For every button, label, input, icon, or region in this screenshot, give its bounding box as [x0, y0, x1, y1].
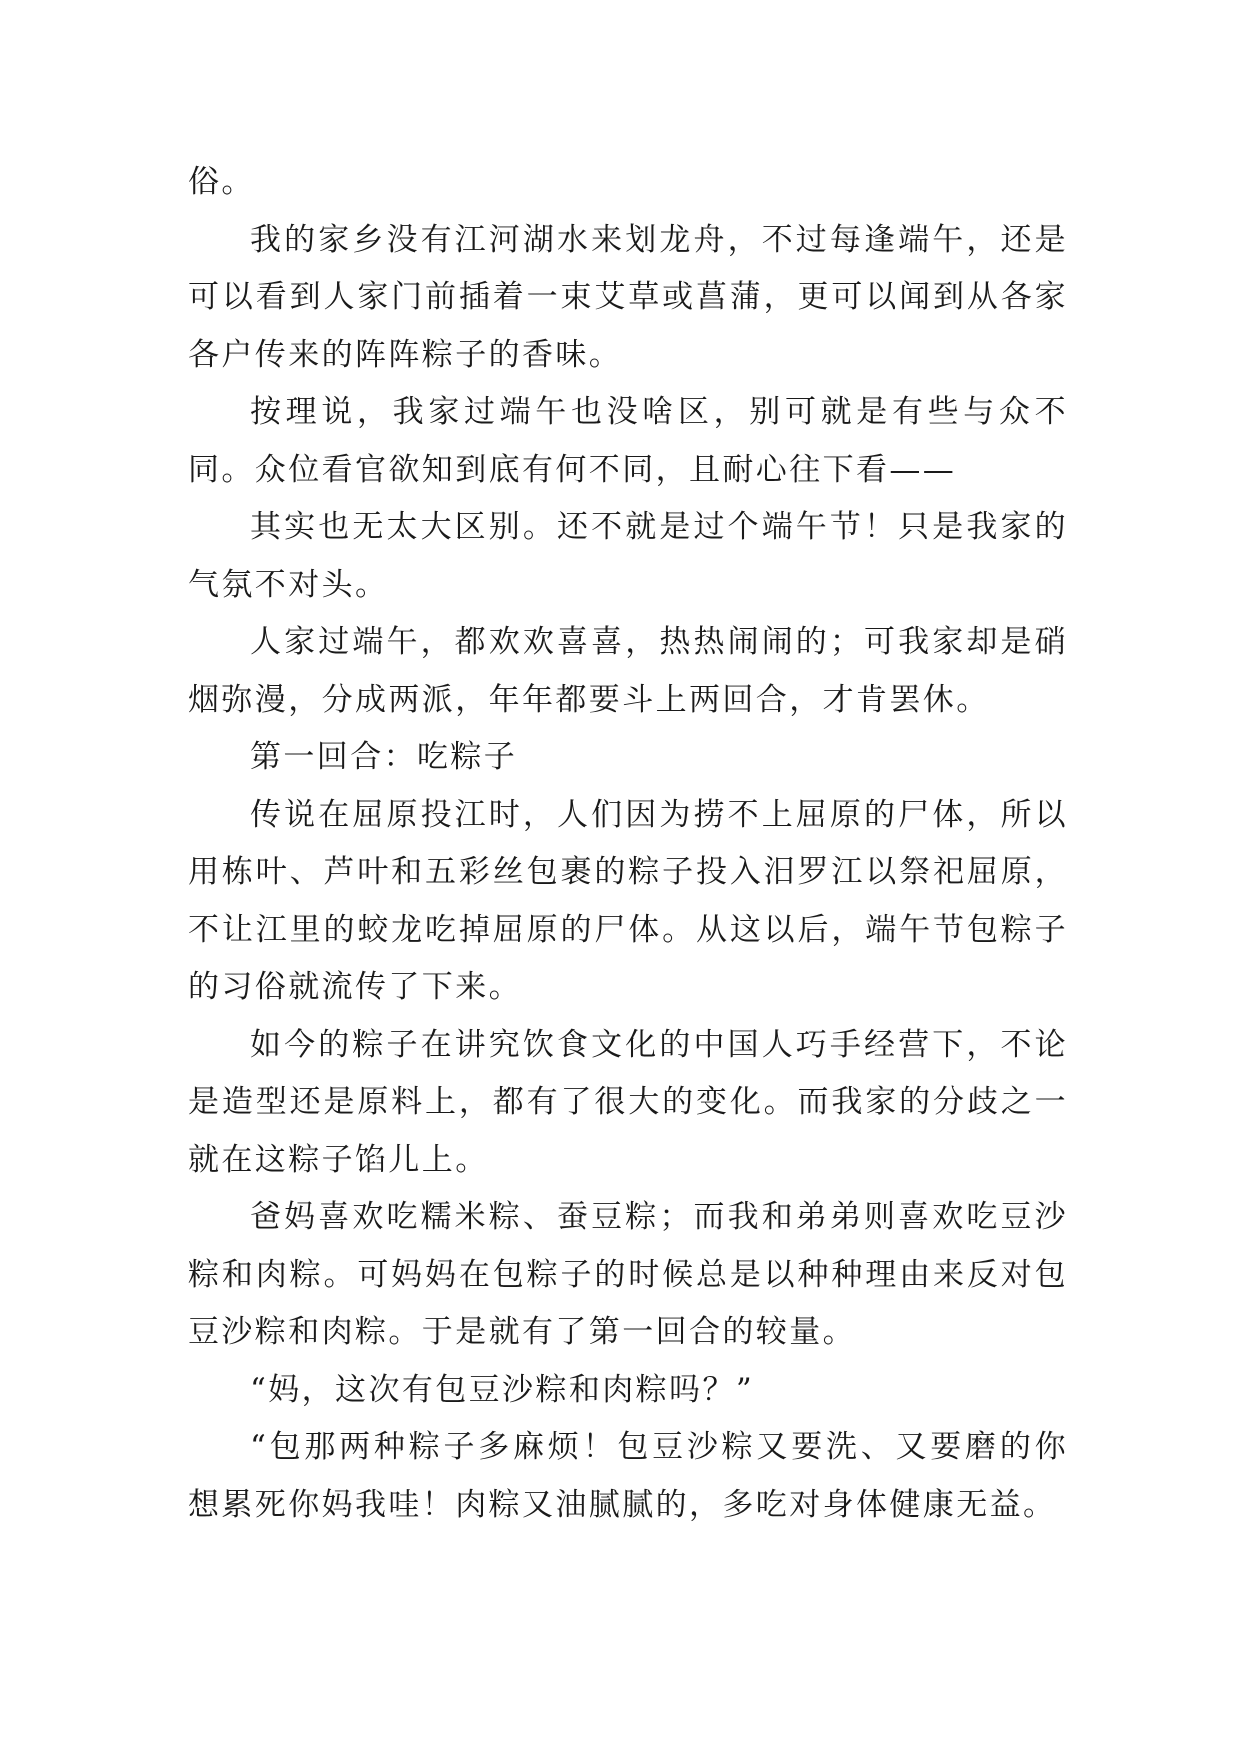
paragraph: 其实也无太大区别。还不就是过个端午节！只是我家的气氛不对头。	[188, 509, 1068, 603]
dialogue-line: “包那两种粽子多麻烦！包豆沙粽又要洗、又要磨的你想累死你妈我哇！肉粽又油腻腻的，多吃对身体健康无益。	[188, 1429, 1068, 1523]
document-body	[188, 154, 1068, 1534]
section-heading: 第一回合：吃粽子	[250, 739, 518, 775]
paragraph: 如今的粽子在讲究饮食文化的中国人巧手经营下，不论是造型还是原料上，都有了很大的变化。而我家的分歧之一就在这粽子馅儿上。	[188, 1026, 1068, 1178]
dialogue-line: “妈，这次有包豆沙粽和肉粽吗？”	[250, 1371, 755, 1408]
paragraph: 爸妈喜欢吃糯米粽、蚕豆粽；而我和弟弟则喜欢吃豆沙粽和肉粽。可妈妈在包粽子的时候总是以种种理由来反对包豆沙粽和肉粽。于是就有了第一回合的较量。	[188, 1199, 1068, 1350]
paragraph: 按理说，我家过端午也没啥区，别可就是有些与众不同。众位看官欲知到底有何不同，且耐心往下看——	[188, 394, 1068, 488]
paragraph: 俗。	[188, 164, 255, 200]
paragraph: 人家过端午，都欢欢喜喜，热热闹闹的；可我家却是硝烟弥漫，分成两派，年年都要斗上两回合，才肯罢休。	[188, 624, 1068, 718]
paragraph: 传说在屈原投江时，人们因为捞不上屈原的尸体，所以用栋叶、芦叶和五彩丝包裹的粽子投入汨罗江以祭祀屈原，不让江里的蛟龙吃掉屈原的尸体。从这以后，端午节包粽子的习俗就流传了下来。	[188, 796, 1068, 1005]
paragraph: 我的家乡没有江河湖水来划龙舟，不过每逢端午，还是可以看到人家门前插着一束艾草或菖蒲，更可以闻到从各家各户传来的阵阵粽子的香味。	[188, 221, 1068, 373]
